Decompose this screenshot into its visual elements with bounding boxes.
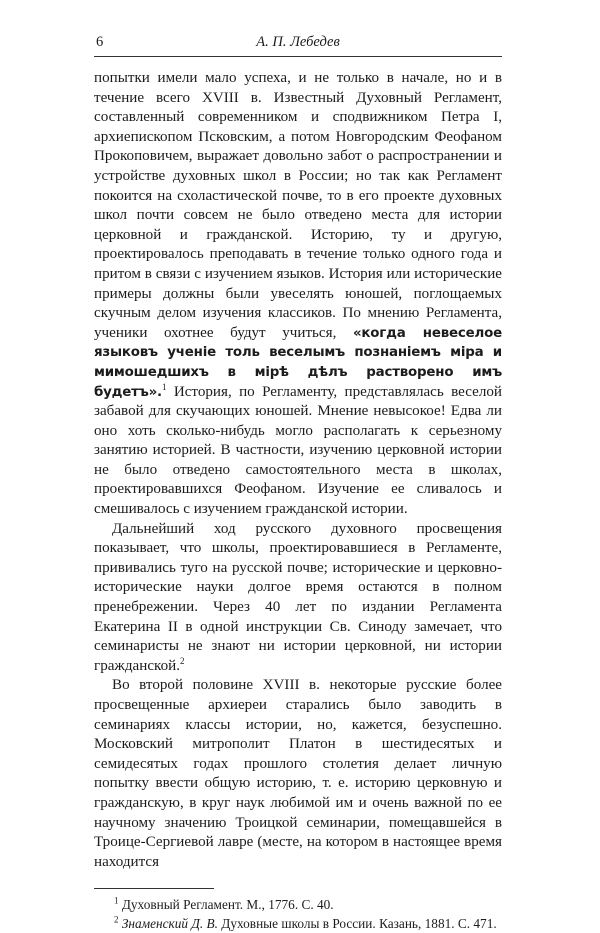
slavonic-quote: «когда невеселое языковъ ученіе толь веселымъ познаніемъ міра и мимошедшихъ в мірѣ дѣлъ растворено имъ будетъ». <box>94 325 503 400</box>
footnote-2-text: Духовные школы в России. Казань, 1881. С. 471. <box>221 916 497 932</box>
footnote-marker-1: 1 <box>114 895 119 906</box>
paragraph-1-text-b: История, по Регламенту, представлялась веселой забавой для скучающих юношей. Мнение невысокое! Едва ли оно хоть сколько-нибудь могло располагать к серьезному занятию историей. В частности, изучению церковной истории не было отведено самостоятельного места в школах, проектировавшихся Феофаном. Изучение ее сливалось и смешивалось с изучением гражданской истории. <box>94 383 502 518</box>
footnote-separator <box>94 888 214 889</box>
footnote-ref-2[interactable]: 2 <box>180 655 185 666</box>
paragraph-2 <box>94 520 502 677</box>
footnote-1 <box>94 895 502 914</box>
book-page <box>94 30 502 933</box>
footnote-marker-2: 2 <box>114 914 119 925</box>
paragraph-2-text: Дальнейший ход русского духовного просвещения показывает, что школы, проектировавшиеся в Регламенте, прививались туго на русской почве; исторические и церковно-исторические науки долгое время остаются в полном пренебрежении. Через 40 лет по издании Регламента Екатерина II в одной инструкции Св. Синоду замечает, что семинаристы не знают ни истории церковной, ни истории гражданской. <box>94 520 502 674</box>
footnote-ref-1[interactable]: 1 <box>161 381 167 392</box>
footnote-2 <box>94 914 502 933</box>
paragraph-1 <box>94 69 502 520</box>
paragraph-1-text-a: попытки имели мало успеха, и не только в начале, но и в течение всего XVIII в. Известный Духовный Регламент, составленный современником и сподвижником Петра I, архиепископом Псковским, а потом Новгородским Феофаном Прокоповичем, выражает довольно забот о распространении и устройстве духовных школ в России; но так как Регламент покоится на схоластической почве, то в его проекте духовных школ почти совсем не было отведено места для истории церковной и гражданской. Историю, ту и другую, проектировалось преподавать в течение только одного года и притом в связи с изучением языков. История или исторические примеры должны были увеселять юношей, поглощаемых скучным делом изучения классиков. По мнению Регламента, ученики охотнее будут учиться, <box>94 70 502 341</box>
paragraph-3 <box>94 676 502 872</box>
page-number: 6 <box>96 34 104 50</box>
footnote-1-text: Духовный Регламент. М., 1776. С. 40. <box>121 897 334 913</box>
running-head <box>94 30 502 57</box>
footnote-2-author: Знаменский Д. В. <box>121 916 218 932</box>
running-title: А. П. Лебедев <box>256 34 340 50</box>
body-text <box>94 69 502 872</box>
footnotes <box>94 895 502 933</box>
paragraph-3-text: Во второй половине XVIII в. некоторые русские более просвещенные архиереи старались было заводить в семинариях классы истории, но, кажется, безуспешно. Московский митрополит Платон в шестидесятых и семидесятых годах прошлого столетия делает личную попытку ввести общую историю, т. е. историю церковную и гражданскую, в круг наук любимой им и очень важной по ее научному значению Троицкой семинарии, помещавшейся в Троице-Сергиевой лавре (месте, на котором в настоящее время находится <box>94 677 502 870</box>
